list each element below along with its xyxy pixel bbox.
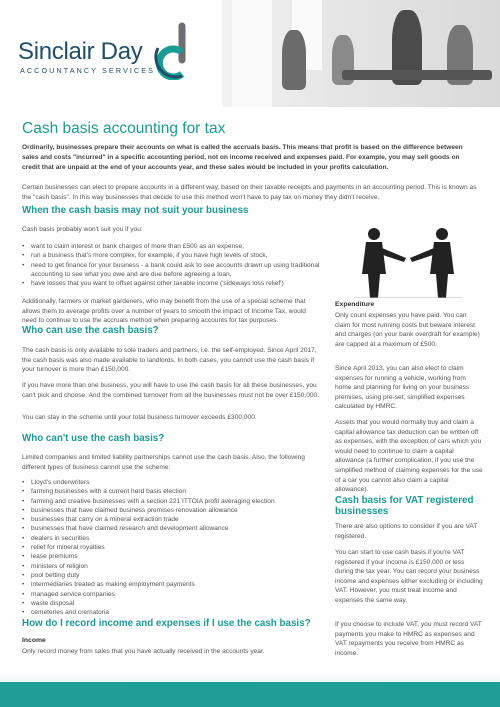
list-item: • intermediaries treated as making employment payments <box>22 580 322 589</box>
list-item: • relief for mineral royalties <box>22 543 322 552</box>
list-item: • ministers of religion <box>22 562 322 571</box>
page-title: Cash basis accounting for tax <box>22 120 226 137</box>
heading-vat: Cash basis for VAT registered businesses <box>335 495 474 517</box>
s2-paragraph-3: You can stay in the scheme until your total business turnover exceeds £300,000. <box>22 414 257 421</box>
header-photo <box>222 0 500 107</box>
s3-bullet-list <box>22 478 322 617</box>
heading-when-not-suit: When the cash basis may not suit your business <box>22 205 249 216</box>
heading-who-cant-use: Who can't use the cash basis? <box>22 433 165 444</box>
list-item: • farming businesses with a current herd basis election <box>22 487 322 496</box>
list-item: • managed service companies <box>22 590 322 599</box>
intro-summary: Ordinarily, businesses prepare their accounts on what is called the accruals basis. This means that profit is based on the difference between sales and costs "incurred" in a specific accounting period, not on income received and expenses paid. For example, you may sell goods on credit that are unpaid at the end of your accounts year, and these sales would be included in your profits calculation. <box>22 144 463 171</box>
list-item: • businesses that have claimed research and development allowance <box>22 524 322 533</box>
list-item: • need to get finance for your business - a bank could ask to see accounts drawn up using traditional accounting to see what you owe and are due before agreeing a loan, <box>22 261 322 280</box>
list-item: • cemeteries and crematoria <box>22 608 322 617</box>
heading-who-can-use: Who can use the cash basis? <box>22 325 159 336</box>
subheading-income: Income <box>22 637 46 644</box>
s2-paragraph-1: The cash basis is only available to sole traders and partners, i.e. the self-employed. Since April 2017, the cash basis was also made available to landlords. In both cases, you cannot use the cash basis if your turnover is more than £150,000. <box>22 347 317 374</box>
vat-paragraph-3: If you choose to include VAT, you must record VAT payments you make to HMRC as expenses and VAT repayments you receive from HMRC as income. <box>335 621 482 657</box>
list-item: • Lloyd's underwriters <box>22 478 322 487</box>
list-item: • pool betting duty <box>22 571 322 580</box>
heading-how-record: How do I record income and expenses if I use the cash basis? <box>22 618 311 629</box>
s2-paragraph-2: If you have more than one business, you will have to use the cash basis for all these businesses, you can't pick and choose. And the combined turnover from all the businesses must not be over £150,000. <box>22 382 320 399</box>
list-item: • dealers in securities <box>22 534 322 543</box>
expenditure-paragraph-3: Assets that you would normally buy and claim a capital allowance tax deduction can be written off as expenses, with the exception of cars which you would need to continue to claim a capital allowance (a further complication, if you use the simplified method of claiming expenses for the use of a car you cannot also claim a capital allowance). <box>335 419 483 494</box>
list-item: • want to claim interest or bank charges of more than £500 as an expense, <box>22 242 322 251</box>
subheading-expenditure: Expenditure <box>335 301 375 308</box>
list-item: • businesses that have claimed business premises renovation allowance <box>22 506 322 515</box>
s1-paragraph: Additionally, farmers or market gardeners, who may benefit from the use of a special scheme that allows them to average profits over a number of years to smooth the impact of Income Tax, would need to continue to use the accruals method when preparing accounts for tax purposes. <box>22 298 306 325</box>
page-header <box>0 0 500 107</box>
brand-name: Sinclair Day <box>18 38 143 65</box>
list-item: • lease premiums <box>22 552 322 561</box>
brand-subtitle: ACCOUNTANCY SERVICES <box>20 66 156 75</box>
brand-mark-icon <box>152 22 208 80</box>
list-item: • waste disposal <box>22 599 322 608</box>
vat-paragraph-2: You can start to use cash basis if you're VAT registered if your income is £150,000 or less during the tax year. You can record your business income and expenses either excluding or including VAT. However, you must treat income and expenses the same way. <box>335 549 483 604</box>
list-item: • businesses that carry on a mineral extraction trade <box>22 515 322 524</box>
list-item: • have losses that you want to offset against other taxable income ('sideways loss relief') <box>22 279 322 288</box>
intro-paragraph: Certain businesses can elect to prepare accounts in a different way, based on their taxable receipts and payments in an accounting period. This is known as the "cash basis". In this way businesses that decide to use this method won't have to pay tax on money they didn't receive. <box>22 184 477 201</box>
s4-paragraph: Only record money from sales that you have actually received in the accounts year. <box>22 648 265 655</box>
logo <box>0 0 222 107</box>
handshake-illustration <box>334 224 482 298</box>
s1-bullet-list <box>22 242 322 288</box>
expenditure-paragraph-2: Since April 2013, you can also elect to claim expenses for running a vehicle, working from home and planning for living on your business premises, using pre-set, simplified expenses calculated by HMRC. <box>335 365 470 411</box>
list-item: • farming and creative businesses with a section 221 ITTOIA profit averaging election <box>22 497 322 506</box>
vat-paragraph-1: There are also options to consider if you are VAT registered. <box>335 523 478 540</box>
list-item: • run a business that's more complex, for example, if you have high levels of stock, <box>22 251 322 260</box>
s3-lead: Limited companies and limited liability partnerships cannot use the cash basis. Also, the following different types of business cannot use the scheme: <box>22 454 305 471</box>
expenditure-paragraph-1: Only count expenses you have paid. You can claim for most running costs but beware interest and charges (on your bank overdraft for example) are capped at a maximum of £500. <box>335 312 480 348</box>
s1-lead: Cash basis probably won't suit you if you: <box>22 226 143 233</box>
footer-bar <box>0 682 500 707</box>
